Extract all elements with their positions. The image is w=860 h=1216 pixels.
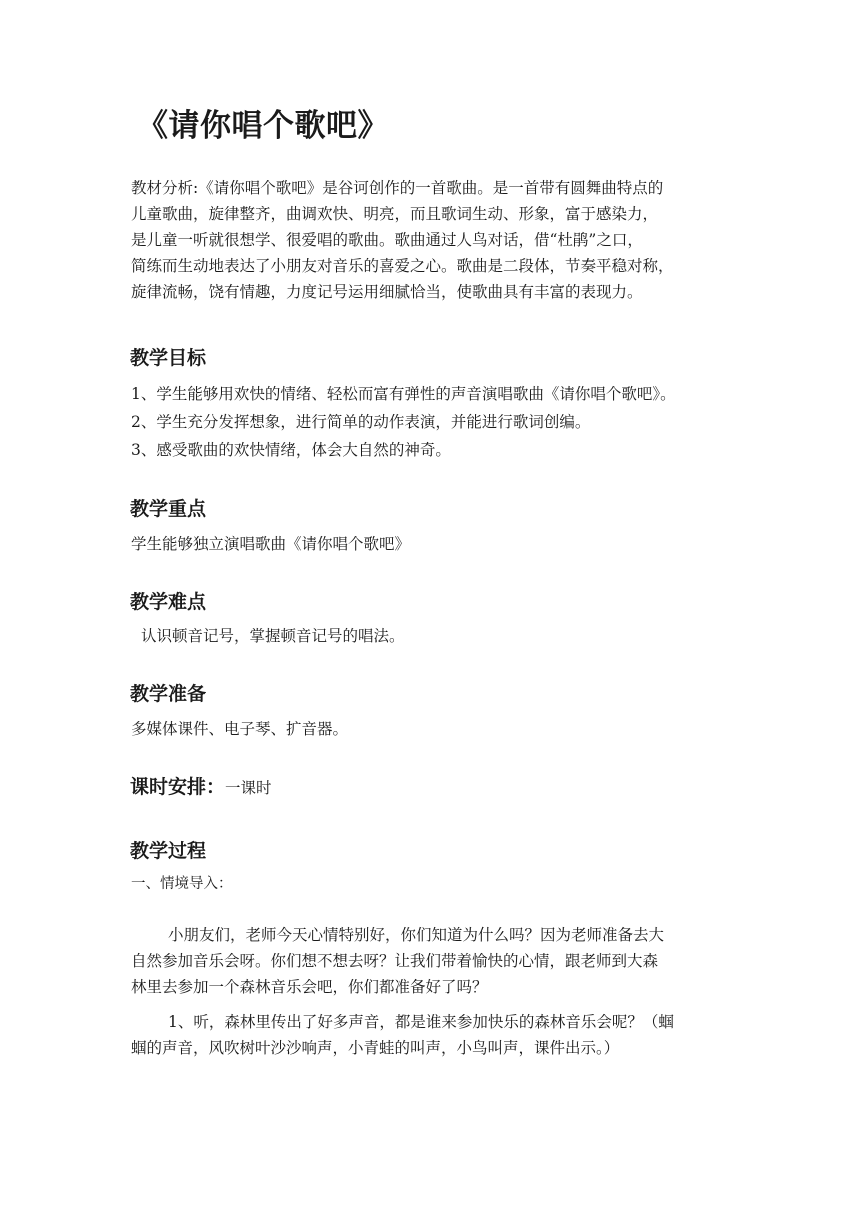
goals-heading: 教学目标 — [130, 347, 207, 369]
difficulty-text: 认识顿音记号，掌握顿音记号的唱法。 — [141, 627, 405, 645]
paragraph-line: 1、听，森林里传出了好多声音，都是谁来参加快乐的森林音乐会呢？（蝈 — [168, 1013, 674, 1031]
key-point-text: 学生能够独立演唱歌曲《请你唱个歌吧》 — [131, 535, 411, 553]
goal-item: 2、学生充分发挥想象，进行简单的动作表演，并能进行歌词创编。 — [131, 413, 591, 431]
preparation-text: 多媒体课件、电子琴、扩音器。 — [131, 720, 349, 738]
paragraph-line: 林里去参加一个森林音乐会吧，你们都准备好了吗？ — [131, 978, 488, 996]
process-heading: 教学过程 — [130, 840, 207, 862]
schedule-line — [130, 774, 272, 801]
goal-item: 1、学生能够用欢快的情绪、轻松而富有弹性的声音演唱歌曲《请你唱个歌吧》。 — [131, 385, 676, 403]
schedule-value: 一课时 — [225, 779, 272, 797]
intro-line: 儿童歌曲，旋律整齐，曲调欢快、明亮，而且歌词生动、形象，富于感染力， — [131, 205, 659, 223]
intro-paragraph — [131, 922, 751, 1000]
intro-line: 是儿童一听就很想学、很爱唱的歌曲。歌曲通过人鸟对话，借“杜鹃”之口， — [131, 231, 643, 249]
difficulty-heading: 教学难点 — [130, 591, 207, 613]
goal-item: 3、感受歌曲的欢快情绪，体会大自然的神奇。 — [131, 441, 451, 459]
paragraph-line: 小朋友们，老师今天心情特别好，你们知道为什么吗？因为老师准备去大 — [168, 926, 665, 944]
paragraph-line: 自然参加音乐会呀。你们想不想去呀？让我们带着愉快的心情，跟老师到大森 — [131, 952, 659, 970]
document-title: 《请你唱个歌吧》 — [137, 108, 389, 144]
preparation-heading: 教学准备 — [130, 683, 207, 705]
key-point-heading: 教学重点 — [130, 498, 207, 520]
intro-line: 教材分析:《请你唱个歌吧》是谷诃创作的一首歌曲。是一首带有圆舞曲特点的 — [131, 179, 664, 197]
intro-line: 旋律流畅，饶有情趣，力度记号运用细腻恰当，使歌曲具有丰富的表现力。 — [131, 283, 643, 301]
activity-paragraph — [131, 1009, 751, 1061]
section-heading: 一、情境导入： — [131, 876, 233, 892]
paragraph-line: 蝈的声音，风吹树叶沙沙响声，小青蛙的叫声，小鸟叫声，课件出示。） — [131, 1039, 620, 1057]
intro-line: 简练而生动地表达了小朋友对音乐的喜爱之心。歌曲是二段体，节奏平稳对称， — [131, 257, 674, 275]
textbook-analysis — [131, 175, 761, 305]
schedule-label: 课时安排： — [130, 776, 226, 798]
